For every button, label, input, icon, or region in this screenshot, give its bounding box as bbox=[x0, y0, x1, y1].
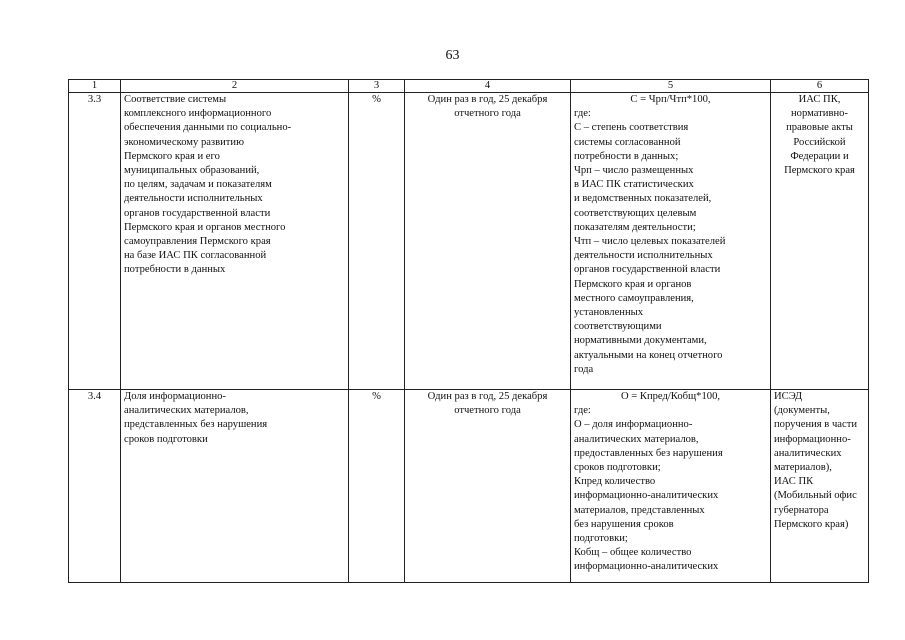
formula-cell bbox=[571, 390, 771, 583]
text-line: подготовки; bbox=[574, 533, 628, 545]
text-line: аналитических bbox=[774, 447, 842, 459]
text-line: деятельности исполнительных bbox=[124, 193, 263, 205]
text-line: предоставленных без нарушения bbox=[574, 447, 723, 459]
header-cell: 2 bbox=[121, 80, 349, 93]
text-line: где: bbox=[574, 108, 591, 120]
formula: О = Кпред/Кобщ*100, bbox=[620, 391, 721, 402]
text-line: нормативно- bbox=[791, 108, 848, 120]
unit-cell: % bbox=[349, 390, 405, 583]
text-line: представленных без нарушения bbox=[124, 419, 268, 431]
table-row bbox=[69, 390, 869, 583]
text-line: сроков подготовки bbox=[124, 433, 208, 445]
text-line: обеспечения данными по социально- bbox=[124, 122, 292, 134]
text-line: Пермского края) bbox=[774, 518, 849, 530]
text-line: губернатора bbox=[774, 504, 829, 516]
frequency-cell bbox=[405, 390, 571, 583]
text-line: органов государственной власти bbox=[124, 207, 271, 219]
text-line: системы согласованной bbox=[574, 136, 681, 148]
unit-cell: % bbox=[349, 93, 405, 390]
text-line: аналитических материалов, bbox=[574, 433, 699, 445]
text-line: Доля информационно- bbox=[124, 391, 226, 402]
text-line: аналитических материалов, bbox=[124, 405, 249, 417]
header-row bbox=[69, 80, 869, 93]
text-line: ИАС ПК bbox=[774, 476, 814, 488]
text-line: отчетного года bbox=[454, 108, 521, 120]
formula-cell bbox=[571, 93, 771, 390]
header-cell: 6 bbox=[771, 80, 869, 93]
text-line: потребности в данных bbox=[124, 264, 226, 276]
text-line: самоуправления Пермского края bbox=[124, 236, 271, 248]
text-line: года bbox=[574, 363, 594, 375]
header-cell: 1 bbox=[69, 80, 121, 93]
text-line: отчетного года bbox=[454, 405, 521, 417]
text-line: и ведомственных показателей, bbox=[574, 193, 712, 205]
page-number: 63 bbox=[445, 48, 460, 63]
row-number-cell: 3.4 bbox=[69, 390, 121, 583]
text-line: сроков подготовки; bbox=[574, 462, 661, 474]
indicator-table bbox=[68, 79, 869, 583]
text-line: О – доля информационно- bbox=[574, 419, 693, 431]
text-line: информационно-аналитических bbox=[574, 490, 719, 502]
table-row bbox=[69, 93, 869, 390]
header-cell: 5 bbox=[571, 80, 771, 93]
text-line: информационно- bbox=[774, 433, 851, 445]
text-line: соответствующих целевым bbox=[574, 207, 697, 219]
text-line: комплексного информационного bbox=[124, 108, 272, 120]
text-line: Пермского края и органов bbox=[574, 278, 692, 290]
text-line: (документы, bbox=[774, 405, 830, 417]
text-line: актуальными на конец отчетного bbox=[574, 349, 723, 361]
text-line: по целям, задачам и показателям bbox=[124, 179, 272, 191]
text-line: где: bbox=[574, 405, 591, 417]
text-line: нормативными документами, bbox=[574, 335, 707, 347]
text-line: Кобщ – общее количество bbox=[574, 547, 692, 559]
text-line: ИСЭД bbox=[774, 391, 803, 402]
text-line: Федерации и bbox=[790, 150, 849, 162]
text-line: ИАС ПК, bbox=[798, 94, 841, 105]
text-line: Пермского края и его bbox=[124, 150, 220, 162]
text-line: местного самоуправления, bbox=[574, 292, 694, 304]
text-line: информационно-аналитических bbox=[574, 561, 719, 573]
row-number-cell: 3.3 bbox=[69, 93, 121, 390]
text-line: Чрп – число размещенных bbox=[574, 165, 694, 177]
text-line: Чтп – число целевых показателей bbox=[574, 236, 726, 248]
text-line: (Мобильный офис bbox=[774, 490, 857, 502]
formula: С = Чрп/Чтп*100, bbox=[630, 94, 711, 105]
text-line: органов государственной власти bbox=[574, 264, 721, 276]
text-line: муниципальных образований, bbox=[124, 165, 260, 177]
text-line: Соответствие системы bbox=[124, 94, 227, 105]
source-cell bbox=[771, 390, 869, 583]
text-line: показателям деятельности; bbox=[574, 221, 696, 233]
text-line: деятельности исполнительных bbox=[574, 250, 713, 262]
indicator-name-cell bbox=[121, 390, 349, 583]
text-line: в ИАС ПК статистических bbox=[574, 179, 694, 191]
text-line: Кпред количество bbox=[574, 476, 656, 488]
text-line: экономическому развитию bbox=[124, 136, 245, 148]
text-line: материалов, представленных bbox=[574, 504, 705, 516]
text-line: на базе ИАС ПК согласованной bbox=[124, 250, 267, 262]
text-line: соответствующими bbox=[574, 321, 662, 333]
text-line: без нарушения сроков bbox=[574, 518, 674, 530]
text-line: потребности в данных; bbox=[574, 150, 679, 162]
text-line: Один раз в год, 25 декабря bbox=[427, 391, 548, 402]
text-line: материалов), bbox=[774, 462, 832, 474]
text-line: Пермского края bbox=[784, 165, 855, 177]
text-line: поручения в части bbox=[774, 419, 857, 431]
header-cell: 4 bbox=[405, 80, 571, 93]
text-line: установленных bbox=[574, 307, 644, 319]
indicator-name-cell bbox=[121, 93, 349, 390]
text-line: правовые акты bbox=[786, 122, 853, 134]
source-cell bbox=[771, 93, 869, 390]
frequency-cell bbox=[405, 93, 571, 390]
header-cell: 3 bbox=[349, 80, 405, 93]
text-line: Российской bbox=[793, 136, 846, 148]
text-line: С – степень соответствия bbox=[574, 122, 689, 134]
text-line: Один раз в год, 25 декабря bbox=[427, 94, 548, 105]
text-line: Пермского края и органов местного bbox=[124, 221, 286, 233]
